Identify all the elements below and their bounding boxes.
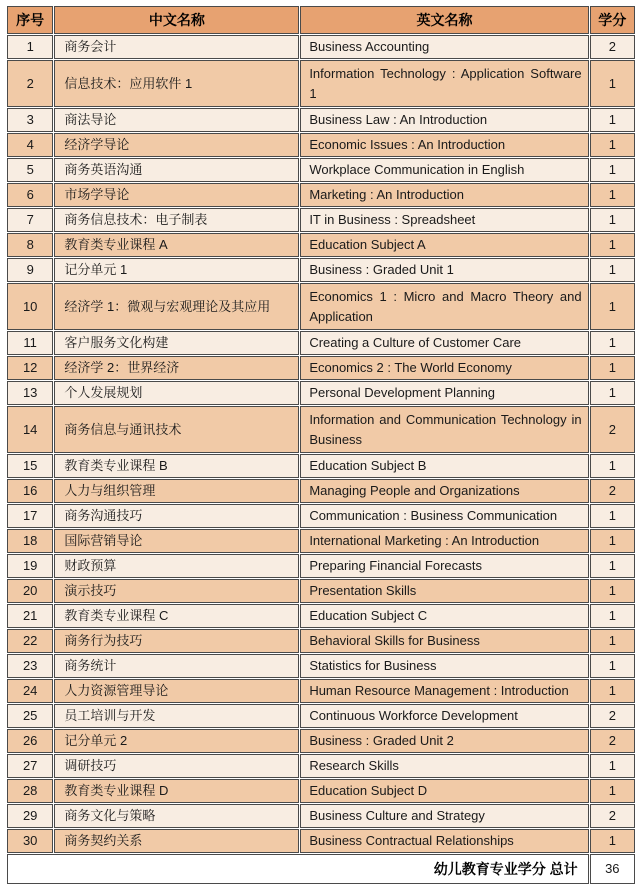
cell-english-name: Personal Development Planning bbox=[300, 381, 588, 405]
cell-credits: 1 bbox=[590, 283, 635, 330]
total-label: 幼儿教育专业学分 总计 bbox=[7, 854, 589, 884]
cell-english-name: Business Contractual Relationships bbox=[300, 829, 588, 853]
cell-number: 6 bbox=[7, 183, 53, 207]
cell-chinese-name: 教育类专业课程 D bbox=[54, 779, 299, 803]
table-row bbox=[7, 779, 635, 803]
cell-chinese-name: 经济学导论 bbox=[54, 133, 299, 157]
cell-credits: 2 bbox=[590, 729, 635, 753]
table-row bbox=[7, 158, 635, 182]
cell-number: 2 bbox=[7, 60, 53, 107]
total-row bbox=[7, 854, 635, 884]
table-header bbox=[7, 6, 635, 34]
cell-chinese-name: 商法导论 bbox=[54, 108, 299, 132]
cell-number: 1 bbox=[7, 35, 53, 59]
cell-number: 18 bbox=[7, 529, 53, 553]
cell-english-name: Human Resource Management : Introduction bbox=[300, 679, 588, 703]
table-row bbox=[7, 604, 635, 628]
cell-number: 7 bbox=[7, 208, 53, 232]
table-row bbox=[7, 208, 635, 232]
cell-number: 20 bbox=[7, 579, 53, 603]
cell-chinese-name: 商务信息与通讯技术 bbox=[54, 406, 299, 453]
cell-credits: 1 bbox=[590, 454, 635, 478]
table-row bbox=[7, 283, 635, 330]
cell-credits: 1 bbox=[590, 133, 635, 157]
cell-credits: 1 bbox=[590, 604, 635, 628]
cell-chinese-name: 教育类专业课程 B bbox=[54, 454, 299, 478]
cell-credits: 1 bbox=[590, 679, 635, 703]
table-row bbox=[7, 479, 635, 503]
cell-english-name: Marketing : An Introduction bbox=[300, 183, 588, 207]
table-row bbox=[7, 529, 635, 553]
table-row bbox=[7, 60, 635, 107]
cell-english-name: Preparing Financial Forecasts bbox=[300, 554, 588, 578]
cell-credits: 1 bbox=[590, 60, 635, 107]
cell-chinese-name: 市场学导论 bbox=[54, 183, 299, 207]
cell-credits: 1 bbox=[590, 108, 635, 132]
cell-english-name: Behavioral Skills for Business bbox=[300, 629, 588, 653]
table-row bbox=[7, 679, 635, 703]
cell-chinese-name: 国际营销导论 bbox=[54, 529, 299, 553]
cell-chinese-name: 教育类专业课程 C bbox=[54, 604, 299, 628]
col-header-number: 序号 bbox=[7, 6, 53, 34]
cell-chinese-name: 商务文化与策略 bbox=[54, 804, 299, 828]
table-row bbox=[7, 406, 635, 453]
total-credits-value: 36 bbox=[590, 854, 635, 884]
cell-credits: 1 bbox=[590, 158, 635, 182]
cell-english-name: Education Subject C bbox=[300, 604, 588, 628]
table-row bbox=[7, 356, 635, 380]
cell-chinese-name: 客户服务文化构建 bbox=[54, 331, 299, 355]
table-footer bbox=[7, 854, 635, 884]
cell-english-name: International Marketing : An Introduction bbox=[300, 529, 588, 553]
cell-credits: 1 bbox=[590, 579, 635, 603]
table-row bbox=[7, 504, 635, 528]
cell-credits: 1 bbox=[590, 654, 635, 678]
cell-chinese-name: 信息技术：应用软件 1 bbox=[54, 60, 299, 107]
cell-number: 8 bbox=[7, 233, 53, 257]
cell-english-name: Statistics for Business bbox=[300, 654, 588, 678]
cell-number: 4 bbox=[7, 133, 53, 157]
cell-english-name: Creating a Culture of Customer Care bbox=[300, 331, 588, 355]
cell-chinese-name: 教育类专业课程 A bbox=[54, 233, 299, 257]
table-row bbox=[7, 579, 635, 603]
cell-chinese-name: 商务英语沟通 bbox=[54, 158, 299, 182]
cell-chinese-name: 财政预算 bbox=[54, 554, 299, 578]
cell-number: 3 bbox=[7, 108, 53, 132]
cell-number: 14 bbox=[7, 406, 53, 453]
table-row bbox=[7, 804, 635, 828]
cell-credits: 2 bbox=[590, 35, 635, 59]
cell-chinese-name: 演示技巧 bbox=[54, 579, 299, 603]
cell-english-name: Research Skills bbox=[300, 754, 588, 778]
cell-credits: 1 bbox=[590, 183, 635, 207]
cell-chinese-name: 人力资源管理导论 bbox=[54, 679, 299, 703]
cell-number: 19 bbox=[7, 554, 53, 578]
cell-english-name: Business Culture and Strategy bbox=[300, 804, 588, 828]
cell-chinese-name: 记分单元 1 bbox=[54, 258, 299, 282]
cell-credits: 1 bbox=[590, 629, 635, 653]
table-row bbox=[7, 704, 635, 728]
col-header-credits: 学分 bbox=[590, 6, 635, 34]
cell-credits: 2 bbox=[590, 804, 635, 828]
cell-chinese-name: 记分单元 2 bbox=[54, 729, 299, 753]
cell-credits: 1 bbox=[590, 381, 635, 405]
cell-number: 29 bbox=[7, 804, 53, 828]
cell-english-name: Education Subject D bbox=[300, 779, 588, 803]
cell-english-name: Business : Graded Unit 1 bbox=[300, 258, 588, 282]
cell-english-name: IT in Business : Spreadsheet bbox=[300, 208, 588, 232]
cell-english-name: Managing People and Organizations bbox=[300, 479, 588, 503]
cell-chinese-name: 人力与组织管理 bbox=[54, 479, 299, 503]
cell-credits: 1 bbox=[590, 829, 635, 853]
cell-number: 16 bbox=[7, 479, 53, 503]
cell-english-name: Economic Issues : An Introduction bbox=[300, 133, 588, 157]
table-row bbox=[7, 754, 635, 778]
cell-credits: 1 bbox=[590, 779, 635, 803]
table-row bbox=[7, 35, 635, 59]
cell-number: 13 bbox=[7, 381, 53, 405]
cell-english-name: Communication : Business Communication bbox=[300, 504, 588, 528]
cell-english-name: Economics 2 : The World Economy bbox=[300, 356, 588, 380]
cell-number: 25 bbox=[7, 704, 53, 728]
cell-number: 23 bbox=[7, 654, 53, 678]
cell-credits: 2 bbox=[590, 479, 635, 503]
cell-chinese-name: 员工培训与开发 bbox=[54, 704, 299, 728]
cell-number: 28 bbox=[7, 779, 53, 803]
cell-number: 15 bbox=[7, 454, 53, 478]
table-row bbox=[7, 629, 635, 653]
cell-english-name: Information and Communication Technology in Business bbox=[300, 406, 588, 453]
cell-chinese-name: 经济学 1：微观与宏观理论及其应用 bbox=[54, 283, 299, 330]
cell-chinese-name: 商务沟通技巧 bbox=[54, 504, 299, 528]
cell-number: 5 bbox=[7, 158, 53, 182]
table-row bbox=[7, 331, 635, 355]
cell-number: 21 bbox=[7, 604, 53, 628]
cell-chinese-name: 商务行为技巧 bbox=[54, 629, 299, 653]
cell-credits: 1 bbox=[590, 529, 635, 553]
cell-english-name: Workplace Communication in English bbox=[300, 158, 588, 182]
table-row bbox=[7, 258, 635, 282]
course-credits-table bbox=[6, 5, 636, 885]
cell-english-name: Business : Graded Unit 2 bbox=[300, 729, 588, 753]
table-row bbox=[7, 554, 635, 578]
cell-chinese-name: 调研技巧 bbox=[54, 754, 299, 778]
cell-number: 17 bbox=[7, 504, 53, 528]
cell-number: 9 bbox=[7, 258, 53, 282]
table-row bbox=[7, 183, 635, 207]
table-row bbox=[7, 829, 635, 853]
cell-english-name: Business Accounting bbox=[300, 35, 588, 59]
cell-chinese-name: 个人发展规划 bbox=[54, 381, 299, 405]
cell-english-name: Business Law : An Introduction bbox=[300, 108, 588, 132]
cell-number: 26 bbox=[7, 729, 53, 753]
cell-credits: 1 bbox=[590, 504, 635, 528]
col-header-chinese-name: 中文名称 bbox=[54, 6, 299, 34]
table-row bbox=[7, 454, 635, 478]
cell-english-name: Presentation Skills bbox=[300, 579, 588, 603]
col-header-english-name: 英文名称 bbox=[300, 6, 588, 34]
table-row bbox=[7, 381, 635, 405]
cell-credits: 2 bbox=[590, 406, 635, 453]
cell-number: 30 bbox=[7, 829, 53, 853]
cell-number: 22 bbox=[7, 629, 53, 653]
cell-credits: 1 bbox=[590, 356, 635, 380]
table-row bbox=[7, 654, 635, 678]
cell-chinese-name: 商务会计 bbox=[54, 35, 299, 59]
cell-credits: 1 bbox=[590, 554, 635, 578]
cell-number: 10 bbox=[7, 283, 53, 330]
cell-credits: 1 bbox=[590, 233, 635, 257]
cell-credits: 1 bbox=[590, 208, 635, 232]
table-body bbox=[7, 35, 635, 853]
cell-number: 12 bbox=[7, 356, 53, 380]
header-row bbox=[7, 6, 635, 34]
cell-english-name: Continuous Workforce Development bbox=[300, 704, 588, 728]
cell-credits: 2 bbox=[590, 704, 635, 728]
cell-chinese-name: 经济学 2：世界经济 bbox=[54, 356, 299, 380]
cell-english-name: Education Subject B bbox=[300, 454, 588, 478]
cell-credits: 1 bbox=[590, 258, 635, 282]
cell-credits: 1 bbox=[590, 331, 635, 355]
cell-english-name: Economics 1 : Micro and Macro Theory and Application bbox=[300, 283, 588, 330]
cell-chinese-name: 商务契约关系 bbox=[54, 829, 299, 853]
table-row bbox=[7, 729, 635, 753]
table-row bbox=[7, 233, 635, 257]
cell-number: 11 bbox=[7, 331, 53, 355]
table-row bbox=[7, 133, 635, 157]
cell-english-name: Education Subject A bbox=[300, 233, 588, 257]
cell-chinese-name: 商务信息技术：电子制表 bbox=[54, 208, 299, 232]
cell-credits: 1 bbox=[590, 754, 635, 778]
cell-english-name: Information Technology : Application Software 1 bbox=[300, 60, 588, 107]
cell-number: 24 bbox=[7, 679, 53, 703]
cell-chinese-name: 商务统计 bbox=[54, 654, 299, 678]
cell-number: 27 bbox=[7, 754, 53, 778]
table-row bbox=[7, 108, 635, 132]
